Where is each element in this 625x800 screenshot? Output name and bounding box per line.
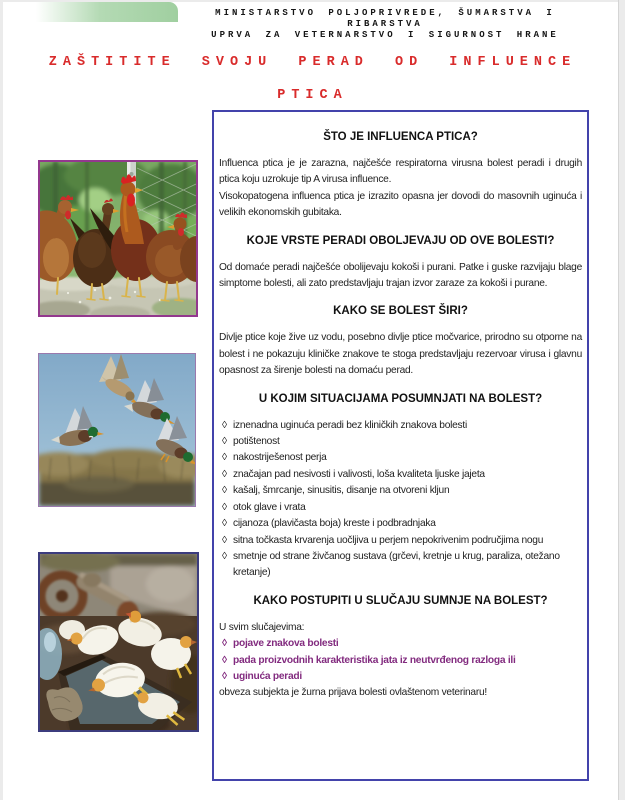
paragraph-line: Od domaće peradi najčešće obolijevaju kokoši i purani. Patke i guske razvijaju blage simptome bolesti, ali zato predstavljaju trajan izvor zaraze za kokoši i purane. — [219, 261, 582, 290]
symptom-text: iznenadna uginuća peradi bez kliničkih znakova bolesti — [233, 419, 467, 431]
symptom-text: sitna točkasta krvarenja uočljiva u perjem nepokrivenim područjima nogu — [233, 534, 544, 546]
symptom-text: cijanoza (plavičasta boja) kreste i podbradnjaka — [233, 518, 436, 530]
symptom-item — [219, 467, 582, 483]
page-edge-right — [618, 0, 625, 800]
green-accent-bar — [36, 2, 178, 22]
symptom-text: potištenost — [233, 436, 280, 448]
diamond-bullet-icon: ◊ — [222, 501, 227, 513]
paragraph-how-spreads — [219, 330, 582, 379]
paragraph-line: Visokopatogena influenca ptica je izrazito opasna jer dovodi do masovnih uginuća i velikih ekonomskih gubitaka. — [219, 190, 582, 219]
ministry-line-2: RIBARSTVA — [347, 19, 423, 29]
section-heading-when-suspect: U KOJIM SITUACIJAMA POSUMNJATI NA BOLEST? — [258, 392, 543, 405]
symptom-item — [219, 434, 582, 450]
symptom-item — [219, 500, 582, 516]
page-title — [30, 54, 595, 104]
ministry-header — [200, 8, 570, 41]
symptom-text: smetnje od strane živčanog sustava (grčevi, kretnje u krug, paraliza, otežano kretanje) — [233, 550, 560, 579]
paragraph-what-is — [219, 156, 582, 222]
page-edge-left — [0, 0, 3, 800]
symptom-item — [219, 483, 582, 499]
chickens-photo — [38, 160, 198, 317]
diamond-bullet-icon: ◊ — [222, 670, 227, 682]
paragraph-which-species — [219, 260, 582, 293]
symptom-text: značajan pad nesivosti i valivosti, loša kvaliteta ljuske jajeta — [233, 468, 485, 480]
report-condition-text: uginuća peradi — [233, 670, 302, 682]
symptom-item — [219, 450, 582, 466]
ministry-line-3: UPRVA ZA VETERNARSTVO I SIGURNOST HRANE — [211, 30, 559, 40]
diamond-bullet-icon: ◊ — [222, 436, 227, 448]
section-heading-what-to-do: KAKO POSTUPITI U SLUČAJU SUMNJE NA BOLEST? — [253, 594, 548, 607]
symptom-item — [219, 533, 582, 549]
title-line-1: ZAŠTITITE SVOJU PERAD OD INFLUENCE — [48, 55, 577, 70]
diamond-bullet-icon: ◊ — [222, 550, 227, 562]
report-condition-item — [219, 636, 582, 652]
wild-ducks-photo — [38, 353, 196, 507]
section-heading-what-is: ŠTO JE INFLUENCA PTICA? — [323, 131, 478, 143]
report-condition-item — [219, 653, 582, 669]
diamond-bullet-icon: ◊ — [222, 534, 227, 546]
diamond-bullet-icon: ◊ — [222, 485, 227, 497]
diamond-bullet-icon: ◊ — [222, 518, 227, 530]
report-condition-text: pojave znakova bolesti — [233, 638, 339, 650]
ducks-photo-illustration — [39, 354, 195, 506]
dead-poultry-illustration — [40, 554, 197, 730]
report-condition-item — [219, 669, 582, 685]
paragraph-line: Divlje ptice koje žive uz vodu, posebno divlje ptice močvarice, prirodno su otporne na bolest i ne pokazuju kliničke znakove te stoga predstavljaju rezervoar virusa i glavnu opasnost za širenje bolesti na domaću perad. — [219, 332, 582, 377]
title-line-2: PTICA — [277, 88, 348, 103]
info-box — [212, 110, 589, 781]
ministry-line-1: MINISTARSTVO POLJOPRIVREDE, ŠUMARSTVA I — [215, 8, 555, 18]
diamond-bullet-icon: ◊ — [222, 638, 227, 650]
symptom-text: kašalj, šmrcanje, sinusitis, disanje na otvoreni kljun — [233, 485, 450, 497]
diamond-bullet-icon: ◊ — [222, 452, 227, 464]
chickens-photo-illustration — [40, 162, 196, 315]
section-heading-how-spreads: KAKO SE BOLEST ŠIRI? — [333, 305, 468, 318]
diamond-bullet-icon: ◊ — [222, 419, 227, 431]
dead-poultry-photo — [38, 552, 199, 732]
symptom-item — [219, 516, 582, 532]
section-heading-which-species: KOJE VRSTE PERADI OBOLJEVAJU OD OVE BOLESTI? — [246, 234, 555, 247]
report-conditions-list — [219, 636, 582, 685]
symptom-text: otok glave i vrata — [233, 501, 306, 513]
intro-line: U svim slučajevima: — [219, 621, 305, 633]
symptoms-list — [219, 418, 582, 582]
symptom-item — [219, 549, 582, 582]
diamond-bullet-icon: ◊ — [222, 654, 227, 666]
symptom-text: nakostriješenost perja — [233, 452, 327, 464]
paragraph-line: Influenca ptica je je zarazna, najčešće respiratorna virusna bolest peradi i drugih ptica koju uzrokuje tip A virusa influence. — [219, 158, 582, 186]
symptom-item — [219, 418, 582, 434]
diamond-bullet-icon: ◊ — [222, 468, 227, 480]
report-condition-text: pada proizvodnih karakteristika jata iz neutvrđenog razloga ili — [233, 654, 516, 666]
outro-line: obveza subjekta je žurna prijava bolesti ovlaštenom veterinaru! — [219, 687, 487, 699]
